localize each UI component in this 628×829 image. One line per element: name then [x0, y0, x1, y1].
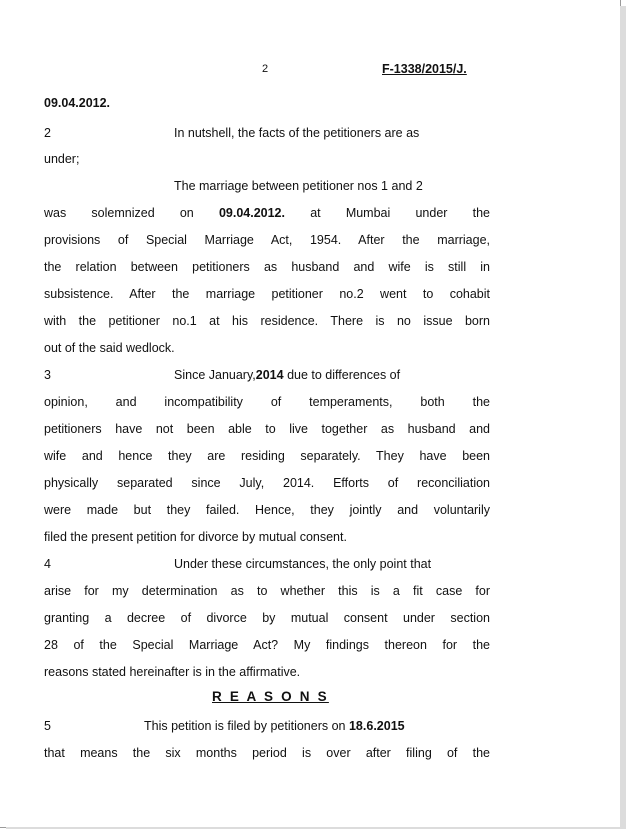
para-number: 3 — [44, 368, 51, 382]
para-2-line-1 — [44, 125, 490, 141]
para-3-line-7: filed the present petition for divorce by mutual consent. — [44, 530, 347, 544]
para-4-line-5: reasons stated hereinafter is in the affirmative. — [44, 665, 301, 679]
para-3-line-3: petitioners have not been able to live together as husband and — [44, 422, 490, 436]
reasons-heading: R E A S O N S — [212, 689, 329, 704]
para-3-line-2: opinion, and incompatibility of temperaments, both the — [44, 395, 490, 409]
para-2-line-2: under; — [44, 152, 80, 166]
case-reference: F-1338/2015/J. — [382, 62, 467, 76]
para-3-line-5: physically separated since July, 2014. Efforts of reconciliation — [44, 476, 490, 490]
para-2b-line-3: provisions of Special Marriage Act, 1954. After the marriage, — [44, 233, 490, 247]
para-number: 4 — [44, 557, 51, 571]
para-2b-line-1: The marriage between petitioner nos 1 and 2 — [174, 179, 423, 193]
para-4-line-1 — [44, 556, 490, 572]
para-2b-line-7: out of the said wedlock. — [44, 341, 175, 355]
para-3-line-1 — [44, 367, 490, 383]
para-2b-line-4: the relation between petitioners as husband and wife is still in — [44, 260, 490, 274]
text-run: at Mumbai under the — [310, 206, 491, 220]
para-number: 2 — [44, 126, 51, 140]
para-text: Under these circumstances, the only point that — [174, 557, 432, 571]
para-text: In nutshell, the facts of the petitioners are as — [174, 126, 420, 140]
para-4-line-2: arise for my determination as to whether this is a fit case for — [44, 584, 490, 598]
para-3-line-4: wife and hence they are residing separately. They have been — [44, 449, 490, 463]
para-number: 5 — [44, 719, 51, 733]
para-5-line-2: that means the six months period is over after filing of the — [44, 746, 490, 760]
para-2b-line-5: subsistence. After the marriage petitioner no.2 went to cohabit — [44, 287, 490, 301]
page-number: 2 — [262, 63, 269, 75]
filing-date: 18.6.2015 — [348, 719, 405, 733]
para-3-line-6: were made but they failed. Hence, they jointly and voluntarily — [44, 503, 490, 517]
top-date: 09.04.2012. — [44, 96, 111, 110]
para-4-line-3: granting a decree of divorce by mutual consent under section — [44, 611, 490, 625]
para-2b-line-6: with the petitioner no.1 at his residence. There is no issue born — [44, 314, 490, 328]
text-run: due to differences of — [287, 368, 401, 382]
para-5-line-1 — [44, 718, 490, 734]
year-bold: 2014 — [255, 368, 284, 382]
page-shadow-right — [620, 6, 626, 829]
text-run: was solemnized on — [44, 206, 194, 220]
para-2b-line-2 — [44, 205, 490, 221]
text-run: Since January, — [174, 368, 256, 382]
text-run: This petition is filed by petitioners on — [144, 719, 346, 733]
marriage-date: 09.04.2012. — [218, 206, 285, 220]
para-4-line-4: 28 of the Special Marriage Act? My findings thereon for the — [44, 638, 490, 652]
